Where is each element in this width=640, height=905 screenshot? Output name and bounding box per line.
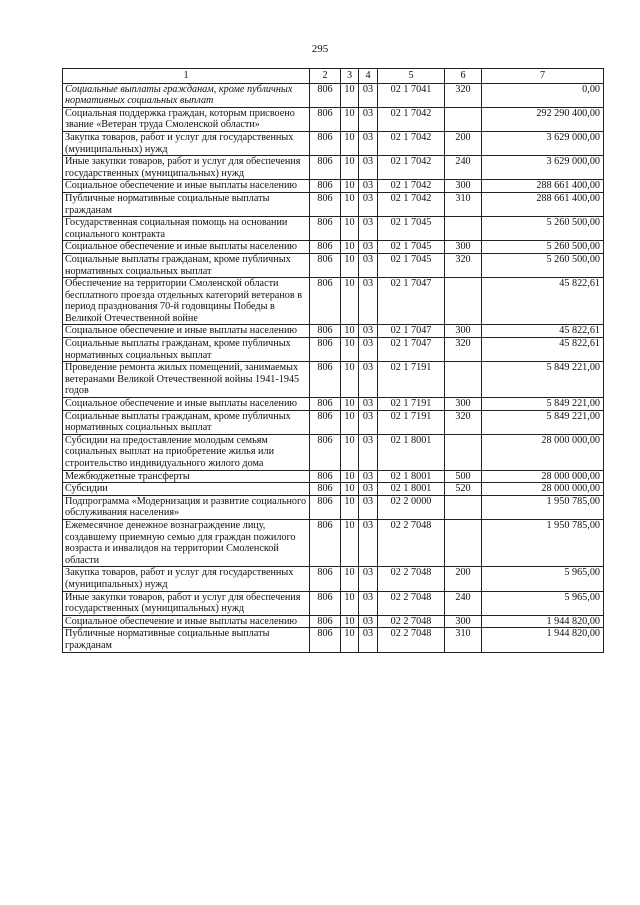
table-row: [63, 278, 604, 325]
cell-expense-type: 300: [445, 241, 482, 254]
cell-subsection: 03: [359, 192, 378, 216]
table-row: [63, 192, 604, 216]
cell-amount: 3 629 000,00: [482, 156, 604, 180]
cell-subsection: 03: [359, 107, 378, 131]
cell-target-article: 02 1 7047: [378, 278, 445, 325]
cell-section: 10: [341, 253, 359, 277]
cell-section: 10: [341, 591, 359, 615]
col-header-7: 7: [482, 69, 604, 84]
table-row: [63, 519, 604, 566]
cell-expense-type: 320: [445, 410, 482, 434]
cell-ministry-code: 806: [310, 338, 341, 362]
table-row: [63, 180, 604, 193]
cell-name: Иные закупки товаров, работ и услуг для обеспечения государственных (муниципальных) нужд: [63, 591, 310, 615]
table-row: [63, 615, 604, 628]
cell-amount: 5 849 221,00: [482, 398, 604, 411]
cell-name: Закупка товаров, работ и услуг для государственных (муниципальных) нужд: [63, 131, 310, 155]
header-row: [63, 69, 604, 84]
cell-ministry-code: 806: [310, 180, 341, 193]
col-header-3: 3: [341, 69, 359, 84]
page-number: 295: [311, 43, 329, 55]
cell-ministry-code: 806: [310, 628, 341, 652]
table-body: [63, 83, 604, 652]
cell-target-article: 02 2 7048: [378, 615, 445, 628]
cell-section: 10: [341, 278, 359, 325]
cell-expense-type: 300: [445, 398, 482, 411]
cell-subsection: 03: [359, 83, 378, 107]
cell-target-article: 02 1 8001: [378, 434, 445, 470]
cell-subsection: 03: [359, 591, 378, 615]
cell-target-article: 02 2 0000: [378, 495, 445, 519]
cell-subsection: 03: [359, 470, 378, 483]
cell-name: Ежемесячное денежное вознаграждение лицу, создавшему приемную семью для граждан пожилого возраста и инвалидов на территории Смоленской области: [63, 519, 310, 566]
cell-subsection: 03: [359, 615, 378, 628]
table-row: [63, 398, 604, 411]
table-row: [63, 628, 604, 652]
cell-name: Иные закупки товаров, работ и услуг для обеспечения государственных (муниципальных) нужд: [63, 156, 310, 180]
table-row: [63, 325, 604, 338]
cell-ministry-code: 806: [310, 591, 341, 615]
cell-amount: 45 822,61: [482, 338, 604, 362]
cell-target-article: 02 1 7041: [378, 83, 445, 107]
cell-ministry-code: 806: [310, 519, 341, 566]
cell-amount: 5 849 221,00: [482, 410, 604, 434]
cell-target-article: 02 1 7042: [378, 192, 445, 216]
table-row: [63, 338, 604, 362]
table-row: [63, 362, 604, 398]
table-row: [63, 107, 604, 131]
cell-amount: 45 822,61: [482, 278, 604, 325]
cell-amount: 288 661 400,00: [482, 180, 604, 193]
cell-target-article: 02 2 7048: [378, 591, 445, 615]
budget-table: [62, 68, 604, 653]
table-row: [63, 253, 604, 277]
cell-subsection: 03: [359, 217, 378, 241]
cell-section: 10: [341, 180, 359, 193]
cell-subsection: 03: [359, 180, 378, 193]
cell-amount: 288 661 400,00: [482, 192, 604, 216]
cell-section: 10: [341, 615, 359, 628]
cell-subsection: 03: [359, 253, 378, 277]
table-row: [63, 83, 604, 107]
cell-ministry-code: 806: [310, 362, 341, 398]
cell-name: Межбюджетные трансферты: [63, 470, 310, 483]
cell-section: 10: [341, 83, 359, 107]
cell-subsection: 03: [359, 362, 378, 398]
cell-amount: 5 260 500,00: [482, 241, 604, 254]
table-row: [63, 156, 604, 180]
cell-subsection: 03: [359, 278, 378, 325]
cell-name: Субсидии на предоставление молодым семьям социальных выплат на приобретение жилья или строительство индивидуального жилого дома: [63, 434, 310, 470]
cell-name: Социальные выплаты гражданам, кроме публичных нормативных социальных выплат: [63, 253, 310, 277]
cell-expense-type: 200: [445, 567, 482, 591]
cell-subsection: 03: [359, 338, 378, 362]
cell-name: Закупка товаров, работ и услуг для государственных (муниципальных) нужд: [63, 567, 310, 591]
cell-amount: 1 944 820,00: [482, 628, 604, 652]
cell-target-article: 02 1 8001: [378, 470, 445, 483]
cell-ministry-code: 806: [310, 253, 341, 277]
cell-section: 10: [341, 567, 359, 591]
cell-amount: 1 950 785,00: [482, 519, 604, 566]
cell-target-article: 02 1 7047: [378, 338, 445, 362]
cell-expense-type: [445, 495, 482, 519]
cell-amount: 45 822,61: [482, 325, 604, 338]
cell-ministry-code: 806: [310, 495, 341, 519]
cell-target-article: 02 1 7047: [378, 325, 445, 338]
table-row: [63, 483, 604, 496]
cell-section: 10: [341, 628, 359, 652]
cell-ministry-code: 806: [310, 410, 341, 434]
cell-ministry-code: 806: [310, 470, 341, 483]
cell-amount: 28 000 000,00: [482, 470, 604, 483]
cell-amount: 5 965,00: [482, 591, 604, 615]
table-row: [63, 470, 604, 483]
cell-expense-type: 310: [445, 628, 482, 652]
cell-name: Публичные нормативные социальные выплаты гражданам: [63, 628, 310, 652]
table-row: [63, 591, 604, 615]
cell-name: Социальное обеспечение и иные выплаты населению: [63, 241, 310, 254]
cell-subsection: 03: [359, 434, 378, 470]
cell-subsection: 03: [359, 241, 378, 254]
cell-amount: 3 629 000,00: [482, 131, 604, 155]
cell-ministry-code: 806: [310, 107, 341, 131]
cell-ministry-code: 806: [310, 83, 341, 107]
cell-amount: 28 000 000,00: [482, 434, 604, 470]
col-header-2: 2: [310, 69, 341, 84]
table-row: [63, 567, 604, 591]
cell-ministry-code: 806: [310, 434, 341, 470]
cell-amount: 5 965,00: [482, 567, 604, 591]
cell-subsection: 03: [359, 325, 378, 338]
cell-target-article: 02 1 7042: [378, 131, 445, 155]
cell-ministry-code: 806: [310, 156, 341, 180]
cell-target-article: 02 1 7191: [378, 362, 445, 398]
cell-subsection: 03: [359, 519, 378, 566]
cell-amount: 1 950 785,00: [482, 495, 604, 519]
cell-ministry-code: 806: [310, 483, 341, 496]
cell-name: Социальное обеспечение и иные выплаты населению: [63, 615, 310, 628]
cell-section: 10: [341, 434, 359, 470]
cell-expense-type: [445, 362, 482, 398]
cell-amount: 5 260 500,00: [482, 217, 604, 241]
cell-section: 10: [341, 325, 359, 338]
table-row: [63, 410, 604, 434]
cell-target-article: 02 2 7048: [378, 567, 445, 591]
cell-expense-type: [445, 519, 482, 566]
cell-section: 10: [341, 192, 359, 216]
table-row: [63, 434, 604, 470]
cell-section: 10: [341, 519, 359, 566]
col-header-5: 5: [378, 69, 445, 84]
cell-subsection: 03: [359, 628, 378, 652]
cell-ministry-code: 806: [310, 241, 341, 254]
cell-amount: 5 849 221,00: [482, 362, 604, 398]
cell-expense-type: 310: [445, 192, 482, 216]
cell-name: Проведение ремонта жилых помещений, занимаемых ветеранами Великой Отечественной войны 1941-1945 годов: [63, 362, 310, 398]
cell-target-article: 02 2 7048: [378, 519, 445, 566]
cell-expense-type: 320: [445, 338, 482, 362]
cell-ministry-code: 806: [310, 398, 341, 411]
cell-name: Социальные выплаты гражданам, кроме публичных нормативных социальных выплат: [63, 410, 310, 434]
cell-target-article: 02 2 7048: [378, 628, 445, 652]
cell-expense-type: [445, 434, 482, 470]
cell-ministry-code: 806: [310, 131, 341, 155]
cell-name: Социальное обеспечение и иные выплаты населению: [63, 325, 310, 338]
cell-name: Обеспечение на территории Смоленской области бесплатного проезда отдельных категорий ветеранов в период празднования 70-й годовщины Победы в Великой Отечественной войне: [63, 278, 310, 325]
cell-expense-type: 240: [445, 591, 482, 615]
cell-expense-type: [445, 217, 482, 241]
col-header-4: 4: [359, 69, 378, 84]
cell-subsection: 03: [359, 410, 378, 434]
cell-target-article: 02 1 7042: [378, 107, 445, 131]
cell-name: Субсидии: [63, 483, 310, 496]
table-row: [63, 131, 604, 155]
cell-target-article: 02 1 7191: [378, 410, 445, 434]
cell-subsection: 03: [359, 483, 378, 496]
cell-expense-type: 320: [445, 253, 482, 277]
cell-ministry-code: 806: [310, 567, 341, 591]
cell-expense-type: 200: [445, 131, 482, 155]
cell-amount: 28 000 000,00: [482, 483, 604, 496]
cell-name: Публичные нормативные социальные выплаты гражданам: [63, 192, 310, 216]
cell-target-article: 02 1 7042: [378, 180, 445, 193]
cell-ministry-code: 806: [310, 192, 341, 216]
cell-subsection: 03: [359, 156, 378, 180]
cell-section: 10: [341, 131, 359, 155]
cell-expense-type: [445, 278, 482, 325]
cell-name: Подпрограмма «Модернизация и развитие социального обслуживания населения»: [63, 495, 310, 519]
cell-expense-type: 300: [445, 325, 482, 338]
cell-ministry-code: 806: [310, 278, 341, 325]
cell-target-article: 02 1 7042: [378, 156, 445, 180]
cell-subsection: 03: [359, 131, 378, 155]
cell-amount: 292 290 400,00: [482, 107, 604, 131]
cell-section: 10: [341, 483, 359, 496]
col-header-1: 1: [63, 69, 310, 84]
cell-subsection: 03: [359, 567, 378, 591]
cell-section: 10: [341, 217, 359, 241]
cell-expense-type: 300: [445, 615, 482, 628]
cell-ministry-code: 806: [310, 217, 341, 241]
cell-name: Социальные выплаты гражданам, кроме публичных нормативных социальных выплат: [63, 83, 310, 107]
cell-name: Государственная социальная помощь на основании социального контракта: [63, 217, 310, 241]
cell-amount: 5 260 500,00: [482, 253, 604, 277]
cell-name: Социальное обеспечение и иные выплаты населению: [63, 180, 310, 193]
cell-name: Социальная поддержка граждан, которым присвоено звание «Ветеран труда Смоленской области»: [63, 107, 310, 131]
cell-section: 10: [341, 156, 359, 180]
cell-amount: 0,00: [482, 83, 604, 107]
cell-target-article: 02 1 7045: [378, 241, 445, 254]
cell-section: 10: [341, 241, 359, 254]
cell-expense-type: 520: [445, 483, 482, 496]
table-row: [63, 217, 604, 241]
cell-subsection: 03: [359, 398, 378, 411]
cell-section: 10: [341, 338, 359, 362]
table-row: [63, 495, 604, 519]
cell-ministry-code: 806: [310, 615, 341, 628]
cell-target-article: 02 1 7045: [378, 217, 445, 241]
cell-section: 10: [341, 470, 359, 483]
cell-name: Социальные выплаты гражданам, кроме публичных нормативных социальных выплат: [63, 338, 310, 362]
cell-section: 10: [341, 410, 359, 434]
cell-section: 10: [341, 107, 359, 131]
col-header-6: 6: [445, 69, 482, 84]
cell-amount: 1 944 820,00: [482, 615, 604, 628]
cell-section: 10: [341, 362, 359, 398]
cell-target-article: 02 1 8001: [378, 483, 445, 496]
cell-expense-type: 500: [445, 470, 482, 483]
cell-expense-type: 300: [445, 180, 482, 193]
table-row: [63, 241, 604, 254]
cell-name: Социальное обеспечение и иные выплаты населению: [63, 398, 310, 411]
cell-target-article: 02 1 7045: [378, 253, 445, 277]
cell-expense-type: 240: [445, 156, 482, 180]
cell-section: 10: [341, 398, 359, 411]
cell-section: 10: [341, 495, 359, 519]
cell-expense-type: [445, 107, 482, 131]
cell-target-article: 02 1 7191: [378, 398, 445, 411]
cell-subsection: 03: [359, 495, 378, 519]
cell-expense-type: 320: [445, 83, 482, 107]
cell-ministry-code: 806: [310, 325, 341, 338]
